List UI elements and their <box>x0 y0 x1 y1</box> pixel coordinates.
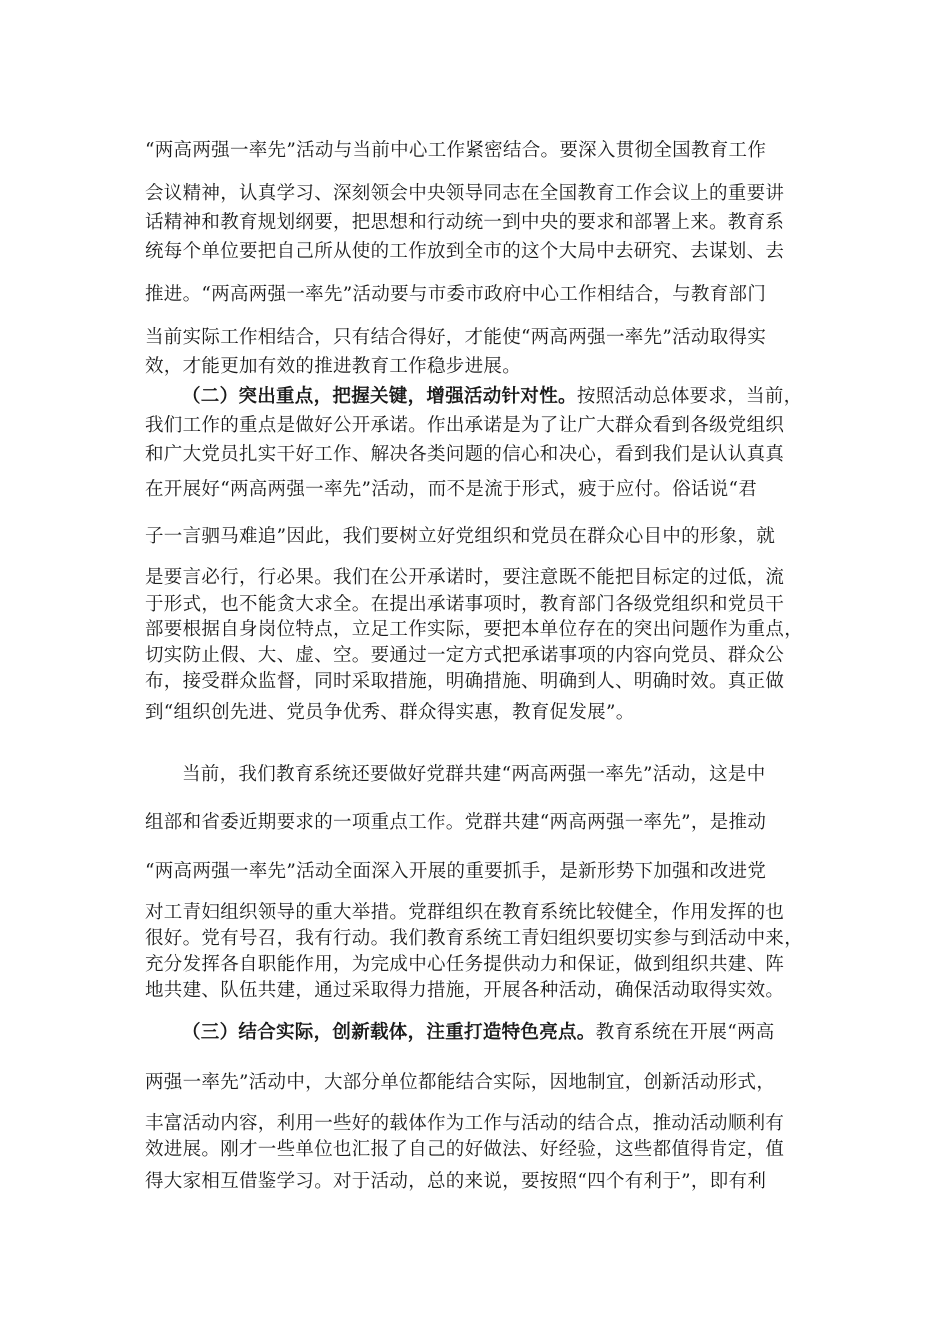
text-line: 在开展好“两高两强一率先”活动，而不是流于形式，疲于应付。俗话说“君 <box>145 479 758 500</box>
text-line: 统每个单位要把自己所从使的工作放到全市的这个大局中去研究、去谋划、去 <box>145 241 785 262</box>
section-three-lead: 教育系统在开展“两高 <box>595 1022 775 1043</box>
text-line: 子一言驷马难追”因此，我们要树立好党组织和党员在群众心目中的形象，就 <box>145 526 776 547</box>
section-three-heading-line <box>182 1021 825 1045</box>
text-line: 是要言必行，行必果。我们在公开承诺时，要注意既不能把目标定的过低，流 <box>145 567 785 588</box>
text-line: “两高两强一率先”活动全面深入开展的重要抓手，是新形势下加强和改进党 <box>145 861 767 882</box>
section-two-lead: 按照活动总体要求，当前， <box>576 386 803 407</box>
text-line: 当前，我们教育系统还要做好党群共建“两高两强一率先”活动，这是中 <box>182 764 766 785</box>
text-line: 和广大党员扎实干好工作、解决各类问题的信心和决心，看到我们是认认真真 <box>145 444 785 465</box>
text-line: 部要根据自身岗位特点，立足工作实际，要把本单位存在的突出问题作为重点， <box>145 619 804 640</box>
section-three-heading: （三）结合实际，创新载体，注重打造特色亮点。 <box>182 1022 596 1043</box>
text-line: 组部和省委近期要求的一项重点工作。党群共建“两高两强一率先”，是推动 <box>145 812 767 833</box>
text-line: 很好。党有号召，我有行动。我们教育系统工青妇组织要切实参与到活动中来， <box>145 928 804 949</box>
text-line: 切实防止假、大、虚、空。要通过一定方式把承诺事项的内容向党员、群众公 <box>145 645 785 666</box>
text-line: 推进。“两高两强一率先”活动要与市委市政府中心工作相结合，与教育部门 <box>145 284 767 305</box>
text-line: 两强一率先”活动中，大部分单位都能结合实际，因地制宜，创新活动形式， <box>145 1072 776 1093</box>
section-two-heading: （二）突出重点，把握关键，增强活动针对性。 <box>182 386 577 407</box>
text-line: 当前实际工作相结合，只有结合得好，才能使“两高两强一率先”活动取得实 <box>145 327 767 348</box>
text-line: “两高两强一率先”活动与当前中心工作紧密结合。要深入贯彻全国教育工作 <box>145 140 767 161</box>
text-line: 效进展。刚才一些单位也汇报了自己的好做法、好经验，这些都值得肯定，值 <box>145 1139 785 1160</box>
text-line: 布，接受群众监督，同时采取措施，明确措施、明确到人、明确时效。真正做 <box>145 671 785 692</box>
text-line: 于形式，也不能贪大求全。在提出承诺事项时，教育部门各级党组织和党员干 <box>145 594 785 615</box>
text-line: 到“组织创先进、党员争优秀、群众得实惠，教育促发展”。 <box>145 702 635 723</box>
text-line: 我们工作的重点是做好公开承诺。作出承诺是为了让广大群众看到各级党组织 <box>145 415 785 436</box>
text-line: 对工青妇组织领导的重大举措。党群组织在教育系统比较健全，作用发挥的也 <box>145 902 785 923</box>
text-line: 话精神和教育规划纲要，把思想和行动统一到中央的要求和部署上来。教育系 <box>145 212 785 233</box>
section-two-heading-line <box>182 385 825 409</box>
text-line: 得大家相互借鉴学习。对于活动，总的来说，要按照“四个有利于”，即有利 <box>145 1171 767 1192</box>
text-line: 会议精神，认真学习、深刻领会中央领导同志在全国教育工作会议上的重要讲 <box>145 183 785 204</box>
text-line: 丰富活动内容，利用一些好的载体作为工作与活动的结合点，推动活动顺利有 <box>145 1113 785 1134</box>
text-line: 效，才能更加有效的推进教育工作稳步进展。 <box>145 356 522 377</box>
text-line: 充分发挥各自职能作用，为完成中心任务提供动力和保证，做到组织共建、阵 <box>145 954 785 975</box>
text-line: 地共建、队伍共建，通过采取得力措施，开展各种活动，确保活动取得实效。 <box>145 980 785 1001</box>
